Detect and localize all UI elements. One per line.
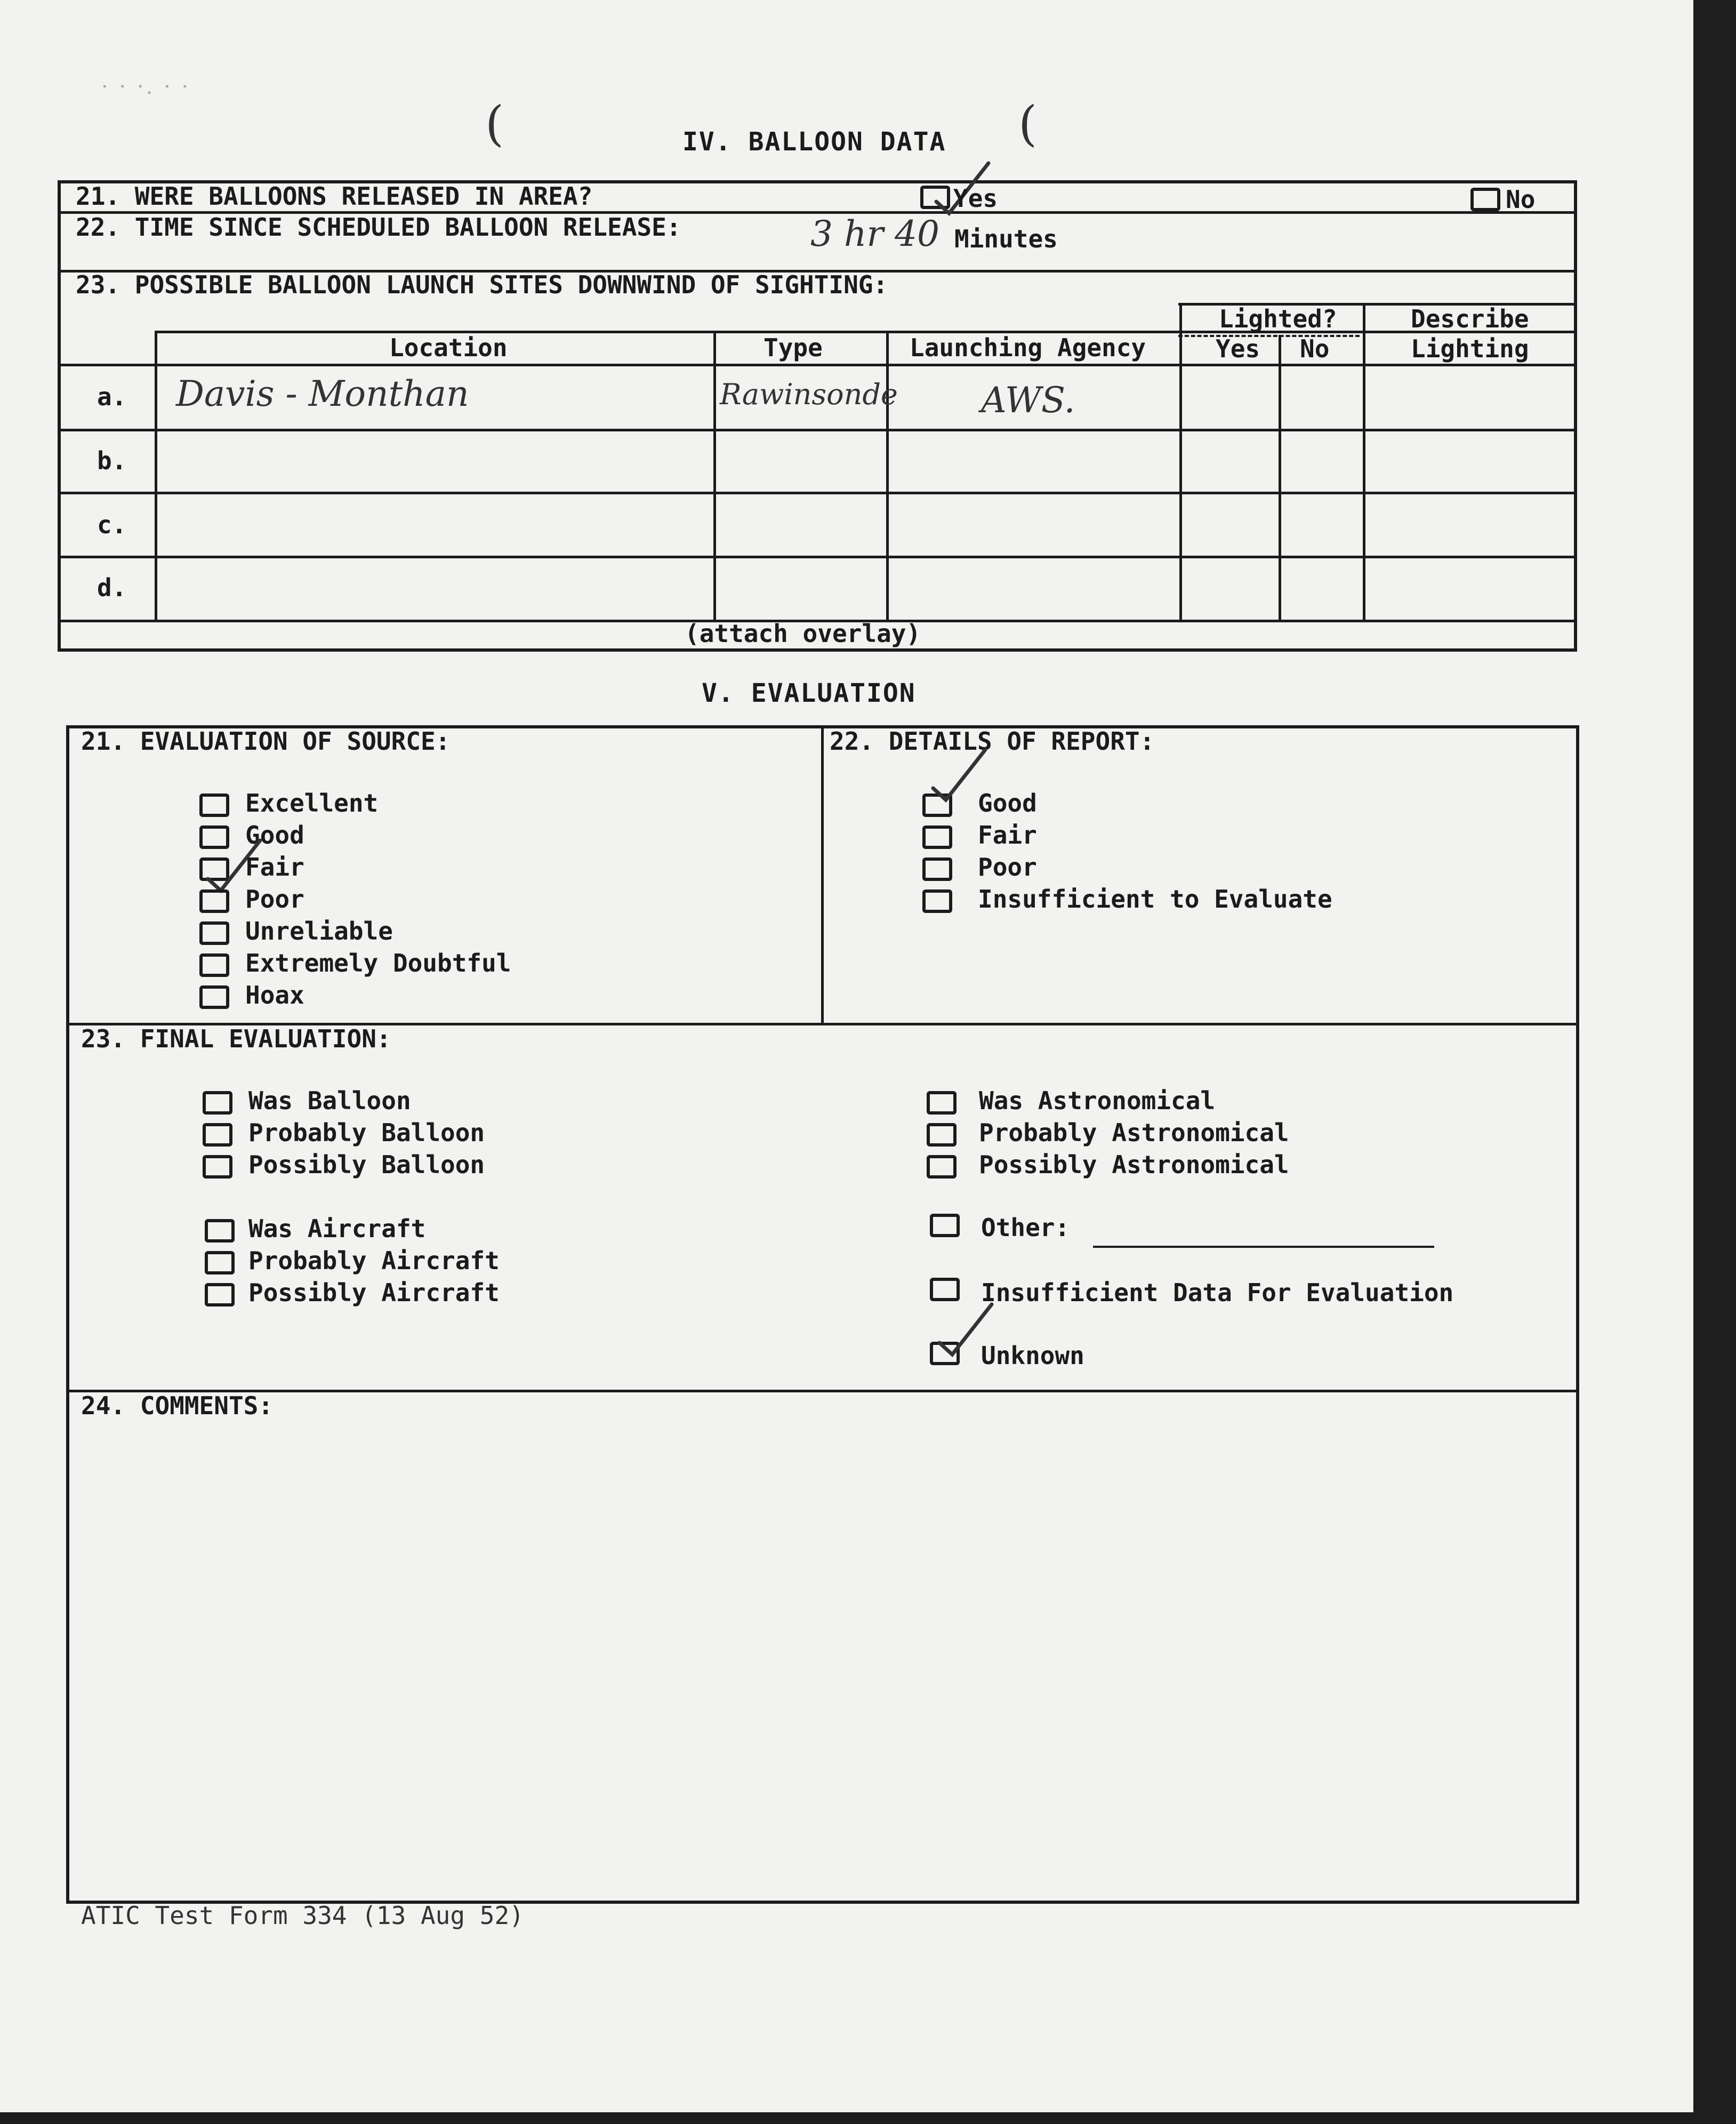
evaluation-heading: V. EVALUATION bbox=[702, 678, 916, 708]
details-label: 22. DETAILS OF REPORT: bbox=[830, 727, 1155, 756]
table-lighted-split bbox=[1178, 335, 1360, 337]
source-doubtful-label: Extremely Doubtful bbox=[245, 949, 511, 977]
header-lighted: Lighted? bbox=[1219, 304, 1337, 333]
form-identifier: ATIC Test Form 334 (13 Aug 52) bbox=[81, 1901, 524, 1930]
insufficient-data-checkbox[interactable] bbox=[930, 1278, 960, 1301]
source-unreliable-label: Unreliable bbox=[245, 917, 393, 945]
table-row-b-bottom bbox=[58, 492, 1577, 494]
row-a-letter: a. bbox=[97, 382, 127, 411]
probably-aircraft-checkbox[interactable] bbox=[205, 1251, 235, 1275]
paper-edge-bottom bbox=[0, 2112, 1736, 2124]
unknown-checkbox[interactable] bbox=[930, 1342, 960, 1365]
was-aircraft-label: Was Aircraft bbox=[248, 1214, 426, 1243]
q22-handwritten-time: 3 hr 40 bbox=[810, 213, 939, 254]
q21-yes-checkbox[interactable] bbox=[920, 186, 950, 209]
source-good-checkbox[interactable] bbox=[199, 825, 229, 849]
row-a-agency: AWS. bbox=[981, 380, 1075, 421]
table-col-letter bbox=[155, 331, 157, 620]
other-checkbox[interactable] bbox=[930, 1214, 960, 1237]
other-label: Other: bbox=[981, 1213, 1070, 1242]
paper-edge bbox=[1693, 0, 1736, 2124]
source-label: 21. EVALUATION OF SOURCE: bbox=[81, 727, 451, 756]
source-excellent-label: Excellent bbox=[245, 789, 379, 817]
q22-unit: Minutes bbox=[954, 225, 1058, 253]
other-input-line[interactable] bbox=[1093, 1246, 1434, 1248]
details-fair-label: Fair bbox=[978, 821, 1037, 849]
probably-balloon-checkbox[interactable] bbox=[203, 1123, 232, 1147]
row-b-letter: b. bbox=[97, 446, 127, 475]
possibly-balloon-label: Possibly Balloon bbox=[248, 1150, 485, 1179]
source-hoax-checkbox[interactable] bbox=[199, 985, 229, 1009]
q23-label: 23. POSSIBLE BALLOON LAUNCH SITES DOWNWIND OF SIGHTING: bbox=[76, 270, 888, 299]
eval-divider-comments bbox=[66, 1390, 1579, 1392]
was-balloon-label: Was Balloon bbox=[248, 1086, 411, 1115]
possibly-astronomical-checkbox[interactable] bbox=[927, 1155, 957, 1179]
table-col-no bbox=[1363, 303, 1365, 620]
possibly-astronomical-label: Possibly Astronomical bbox=[979, 1150, 1289, 1179]
was-astronomical-label: Was Astronomical bbox=[979, 1086, 1216, 1115]
probably-aircraft-label: Probably Aircraft bbox=[248, 1246, 500, 1275]
possibly-balloon-checkbox[interactable] bbox=[203, 1155, 232, 1179]
source-doubtful-checkbox[interactable] bbox=[199, 953, 229, 977]
details-insufficient-label: Insufficient to Evaluate bbox=[978, 885, 1332, 913]
source-fair-checkbox[interactable] bbox=[199, 857, 229, 881]
probably-astronomical-label: Probably Astronomical bbox=[979, 1118, 1289, 1147]
header-agency: Launching Agency bbox=[910, 333, 1146, 362]
details-good-checkbox[interactable] bbox=[922, 794, 952, 817]
row-d-letter: d. bbox=[97, 573, 127, 602]
header-lighted-yes: Yes bbox=[1216, 334, 1260, 363]
details-fair-checkbox[interactable] bbox=[922, 825, 952, 849]
row-c-letter: c. bbox=[97, 510, 127, 539]
source-fair-label: Fair bbox=[245, 853, 304, 881]
eval-column-divider bbox=[821, 725, 824, 1024]
table-row-a-bottom bbox=[58, 429, 1577, 431]
source-poor-label: Poor bbox=[245, 885, 304, 913]
paren-right: ( bbox=[1018, 96, 1038, 152]
possibly-aircraft-label: Possibly Aircraft bbox=[248, 1278, 500, 1307]
possibly-aircraft-checkbox[interactable] bbox=[205, 1283, 235, 1307]
paren-left: ( bbox=[485, 96, 504, 152]
header-location: Location bbox=[389, 333, 508, 362]
insufficient-data-label: Insufficient Data For Evaluation bbox=[981, 1278, 1454, 1307]
final-label: 23. FINAL EVALUATION: bbox=[81, 1024, 391, 1053]
details-good-label: Good bbox=[978, 789, 1037, 817]
balloon-heading: IV. BALLOON DATA bbox=[682, 127, 946, 157]
was-aircraft-checkbox[interactable] bbox=[205, 1219, 235, 1243]
source-unreliable-checkbox[interactable] bbox=[199, 921, 229, 945]
details-poor-checkbox[interactable] bbox=[922, 857, 952, 881]
header-lighted-no: No bbox=[1300, 334, 1330, 363]
row-a-type: Rawinsonde bbox=[720, 378, 898, 411]
table-col-location bbox=[713, 331, 716, 620]
probably-astronomical-checkbox[interactable] bbox=[927, 1123, 957, 1147]
table-header-bottom bbox=[58, 364, 1577, 366]
was-balloon-checkbox[interactable] bbox=[203, 1091, 232, 1115]
comments-label: 24. COMMENTS: bbox=[81, 1391, 274, 1420]
source-good-label: Good bbox=[245, 821, 304, 849]
source-hoax-label: Hoax bbox=[245, 981, 304, 1009]
table-col-yes bbox=[1279, 335, 1281, 620]
q21-no-label: No bbox=[1506, 185, 1536, 214]
table-col-type bbox=[886, 331, 889, 620]
was-astronomical-checkbox[interactable] bbox=[927, 1091, 957, 1115]
row-a-location: Davis - Monthan bbox=[176, 373, 469, 414]
details-poor-label: Poor bbox=[978, 853, 1037, 881]
table-col-agency bbox=[1179, 303, 1182, 620]
q21-no-checkbox[interactable] bbox=[1470, 188, 1500, 211]
probably-balloon-label: Probably Balloon bbox=[248, 1118, 485, 1147]
source-poor-checkbox[interactable] bbox=[199, 889, 229, 913]
q21-yes-label: Yes bbox=[953, 184, 998, 213]
header-describe: Describe bbox=[1411, 304, 1529, 333]
faint-smudge: · · ·. · · bbox=[101, 75, 191, 99]
table-row-c-bottom bbox=[58, 556, 1577, 558]
header-lighting: Lighting bbox=[1411, 334, 1529, 363]
details-insufficient-checkbox[interactable] bbox=[922, 889, 952, 913]
unknown-label: Unknown bbox=[981, 1341, 1084, 1370]
q21-label: 21. WERE BALLOONS RELEASED IN AREA? bbox=[76, 182, 593, 211]
attach-overlay-note: (attach overlay) bbox=[685, 619, 921, 648]
comments-area[interactable] bbox=[75, 1429, 1568, 1888]
q22-label: 22. TIME SINCE SCHEDULED BALLOON RELEASE: bbox=[76, 213, 681, 242]
source-excellent-checkbox[interactable] bbox=[199, 794, 229, 817]
header-type: Type bbox=[763, 333, 823, 362]
